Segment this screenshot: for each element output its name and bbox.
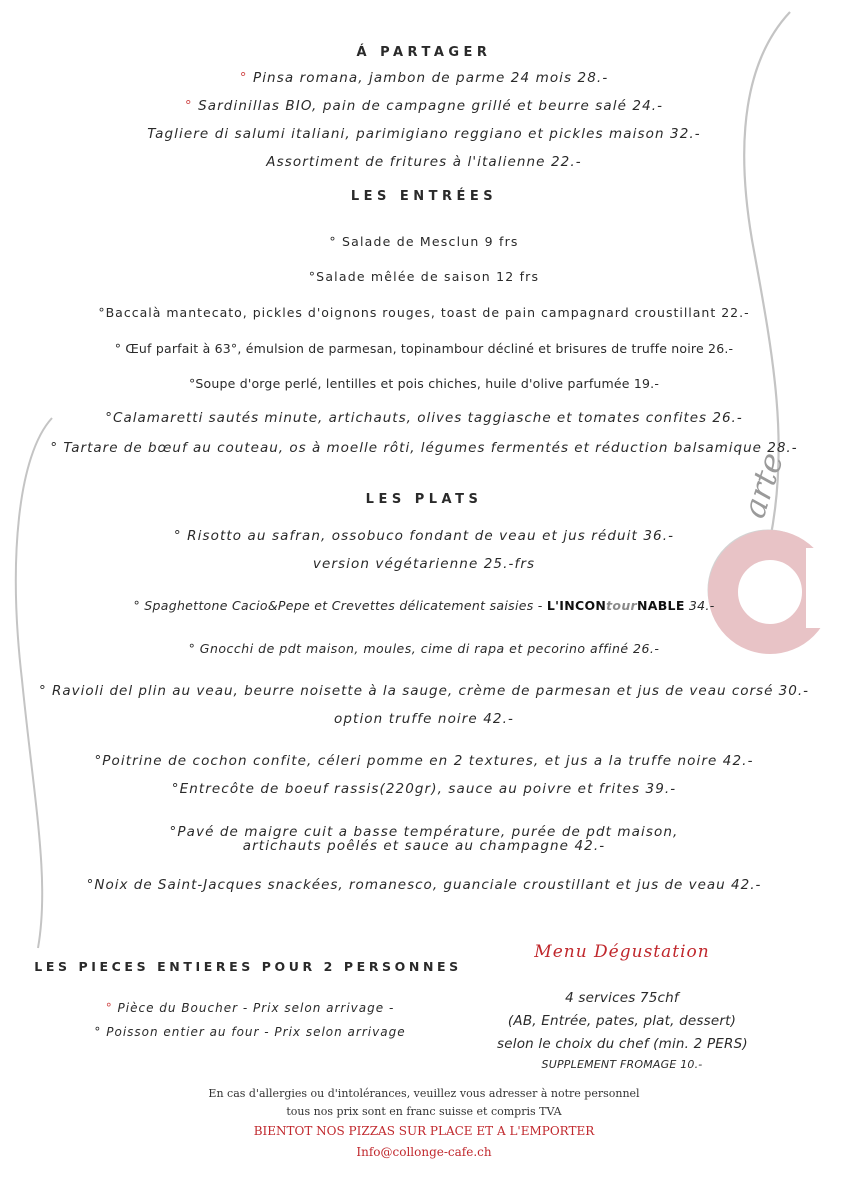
menu-item: ° Risotto au safran, ossobuco fondant de veau et jus réduit 36.- bbox=[173, 528, 675, 544]
menu-item: artichauts poêlés et sauce au champagne 42.- bbox=[242, 838, 606, 854]
menu-item: °Noix de Saint-Jacques snackées, romanesco, guanciale croustillant et jus de veau 42.- bbox=[86, 877, 762, 893]
degustation-supplement: SUPPLEMENT FROMAGE 10.- bbox=[541, 1058, 703, 1071]
menu-item: ° Salade de Mesclun 9 frs bbox=[329, 234, 519, 249]
menu-item: °Entrecôte de boeuf rassis(220gr), sauce au poivre et frites 39.- bbox=[171, 781, 677, 797]
menu-item: °Salade mêlée de saison 12 frs bbox=[308, 269, 540, 284]
degree-bullet-icon: ° bbox=[105, 1001, 113, 1015]
menu-item: °Calamaretti sautés minute, artichauts, olives taggiasche et tomates confites 26.- bbox=[105, 410, 743, 426]
section-title-pieces: LES PIECES ENTIERES POUR 2 PERSONNES bbox=[34, 959, 462, 974]
menu-item: °Soupe d'orge perlé, lentilles et pois chiches, huile d'olive parfumée 19.- bbox=[188, 376, 660, 391]
menu-item: Assortiment de fritures à l'italienne 22.- bbox=[266, 154, 582, 170]
section-title-plats: LES PLATS bbox=[365, 492, 483, 507]
allergies-note: En cas d'allergies ou d'intolérances, veuillez vous adresser à notre personnel bbox=[208, 1087, 640, 1100]
degustation-line: 4 services 75chf bbox=[565, 990, 679, 1006]
degree-bullet-icon: ° bbox=[239, 70, 248, 86]
menu-item: °Pavé de maigre cuit a basse température, purée de pdt maison, bbox=[169, 824, 679, 840]
menu-item: ° Pinsa romana, jambon de parme 24 mois 28.- bbox=[239, 70, 609, 86]
prices-note: tous nos prix sont en franc suisse et compris TVA bbox=[286, 1105, 562, 1118]
brand-name: L'INCONtourNABLE bbox=[546, 598, 685, 613]
menu-item: ° Œuf parfait à 63°, émulsion de parmesan, topinambour décliné et brisures de truffe noire 26.- bbox=[114, 341, 734, 356]
menu-item: ° Tartare de bœuf au couteau, os à moelle rôti, légumes fermentés et réduction balsamique 28.- bbox=[50, 440, 798, 456]
pizza-announcement: BIENTOT NOS PIZZAS SUR PLACE ET A L'EMPORTER bbox=[253, 1124, 595, 1138]
menu-item: ° Sardinillas BIO, pain de campagne grillé et beurre salé 24.- bbox=[184, 98, 664, 114]
degustation-title: Menu Dégustation bbox=[534, 942, 710, 962]
degree-bullet-icon: ° bbox=[184, 98, 193, 114]
menu-item: version végétarienne 25.-frs bbox=[312, 556, 536, 572]
section-title-partager: Á PARTAGER bbox=[356, 45, 492, 60]
degustation-line: selon le choix du chef (min. 2 PERS) bbox=[497, 1036, 748, 1052]
menu-item: °Poitrine de cochon confite, céleri pomme en 2 textures, et jus a la truffe noire 42.- bbox=[94, 753, 754, 769]
menu-item: ° Ravioli del plin au veau, beurre noisette à la sauge, crème de parmesan et jus de veau corsé 30.- bbox=[38, 683, 810, 699]
section-title-entrees: LES ENTRÉES bbox=[350, 189, 498, 204]
menu-item: °Baccalà mantecato, pickles d'oignons rouges, toast de pain campagnard croustillant 22.- bbox=[98, 305, 750, 320]
menu-item: ° Gnocchi de pdt maison, moules, cime di rapa et pecorino affiné 26.- bbox=[188, 641, 660, 656]
menu-item: Tagliere di salumi italiani, parimigiano reggiano et pickles maison 32.- bbox=[147, 126, 701, 142]
menu-item: option truffe noire 42.- bbox=[334, 711, 514, 727]
svg-text:arte: arte bbox=[734, 447, 792, 523]
menu-item: ° Spaghettone Cacio&Pepe et Crevettes délicatement saisies - L'INCONtourNABLE 34.- bbox=[133, 598, 715, 613]
degustation-line: (AB, Entrée, pates, plat, dessert) bbox=[507, 1013, 737, 1029]
contact-email[interactable]: Info@collonge-cafe.ch bbox=[356, 1145, 492, 1159]
menu-item: ° Poisson entier au four - Prix selon arrivage bbox=[94, 1025, 406, 1039]
menu-item: ° Pièce du Boucher - Prix selon arrivage - bbox=[105, 1001, 395, 1015]
